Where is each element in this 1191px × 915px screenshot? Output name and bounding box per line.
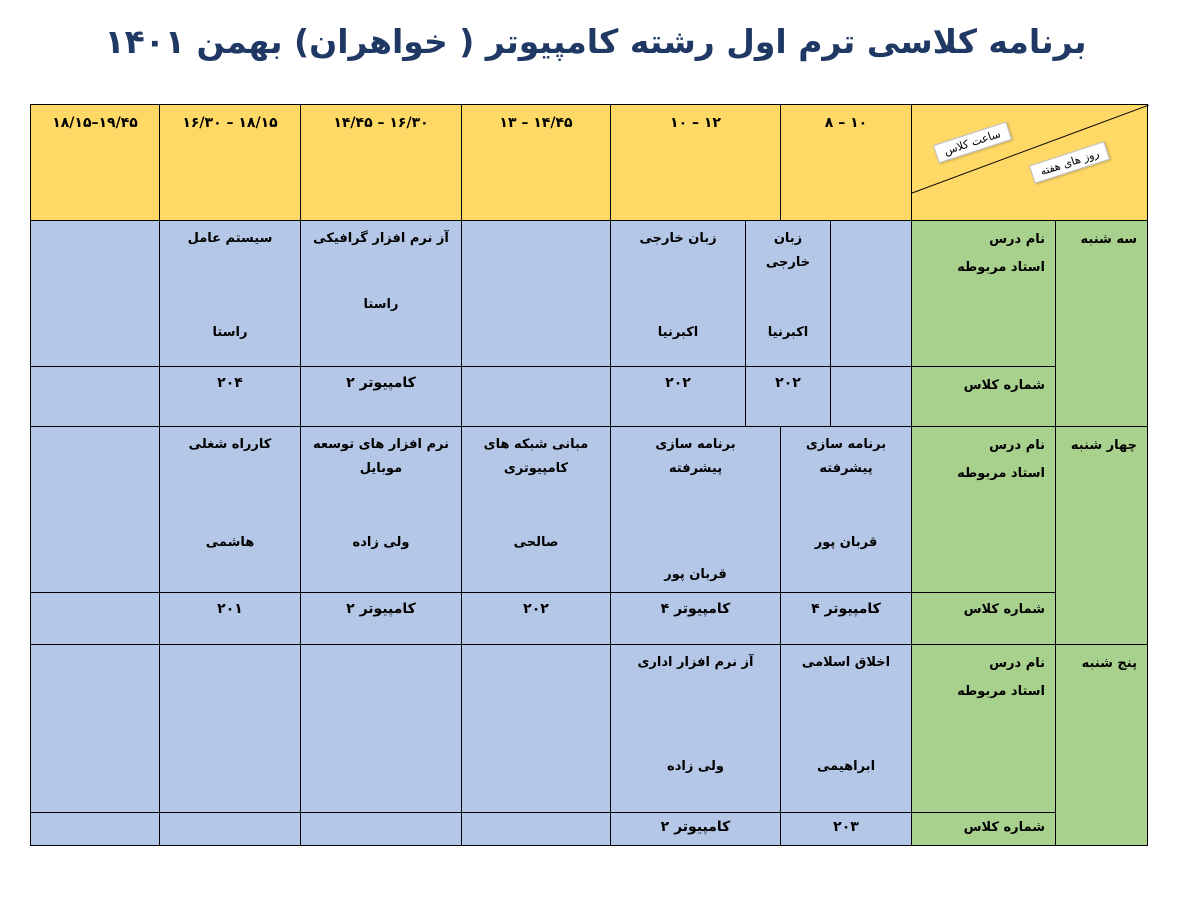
room-cell: ۲۰۲ [745, 366, 831, 427]
teacher-name: اکبرنیا [767, 325, 809, 340]
room-cell: کامپیوتر ۴ [780, 592, 912, 645]
course-name: برنامه سازی پیشرفته [655, 437, 736, 476]
label-room-3 [911, 812, 1056, 846]
teacher-name: ولی زاده [352, 535, 410, 550]
room-cell: ۲۰۳ [780, 812, 912, 846]
corner-diagonal [912, 105, 1149, 222]
teacher-name: قربان پور [814, 535, 878, 550]
label-course-teacher-2 [911, 426, 1056, 593]
course-cell [300, 426, 462, 593]
cell-empty-split [830, 220, 912, 367]
room-cell [461, 812, 611, 846]
room-cell: کامپیوتر ۴ [610, 592, 781, 645]
teacher-name: صالحی [513, 535, 559, 550]
teacher-label: استاد مربوطه [957, 684, 1045, 699]
course-label: نام درس [989, 656, 1045, 671]
day-cell-1 [1055, 220, 1148, 427]
course-cell [461, 644, 611, 813]
course-cell [780, 426, 912, 593]
header-slot-5: ۱۶/۳۰ – ۱۸/۱۵ [159, 104, 301, 221]
course-cell [610, 220, 746, 367]
label-room-1 [911, 366, 1056, 427]
room-cell [461, 366, 611, 427]
course-cell [780, 644, 912, 813]
page-title: برنامه کلاسی ترم اول رشته کامپیوتر ( خواهران) بهمن ۱۴۰۱ [104, 22, 1087, 61]
room-cell [300, 812, 462, 846]
course-cell [300, 220, 462, 367]
header-slot-6: ۱۸/۱۵–۱۹/۴۵ [30, 104, 160, 221]
course-cell [300, 644, 462, 813]
teacher-name: ابراهیمی [816, 759, 876, 774]
course-label: نام درس [989, 232, 1045, 247]
room-cell [30, 812, 160, 846]
course-name: زبان خارجی [639, 231, 717, 246]
room-cell: کامپیوتر ۲ [300, 592, 462, 645]
day-name: پنج شنبه [1081, 656, 1137, 671]
course-cell [745, 220, 831, 367]
course-name: برنامه سازی پیشرفته [805, 437, 887, 476]
course-cell [30, 220, 160, 367]
course-cell [461, 220, 611, 367]
day-name: چهار شنبه [1070, 438, 1137, 453]
header-slot-3: ۱۳ – ۱۴/۴۵ [461, 104, 611, 221]
corner-header [911, 104, 1148, 221]
course-cell [610, 426, 781, 593]
course-cell [159, 644, 301, 813]
label-course-teacher-1 [911, 220, 1056, 367]
room-label: شماره کلاس [963, 602, 1045, 617]
header-slot-4: ۱۴/۴۵ – ۱۶/۳۰ [300, 104, 462, 221]
course-cell [30, 426, 160, 593]
course-name: آز نرم افزار اداری [637, 655, 754, 670]
teacher-name: راستا [212, 325, 248, 340]
room-label: شماره کلاس [963, 820, 1045, 835]
teacher-label: استاد مربوطه [957, 466, 1045, 481]
header-slot-1: ۸ – ۱۰ [780, 104, 912, 221]
time-label-tag: ساعت کلاس [933, 122, 1012, 164]
teacher-name: راستا [363, 297, 399, 312]
schedule-table [30, 104, 1148, 846]
room-cell [159, 812, 301, 846]
course-name: کارراه شغلی [188, 437, 272, 452]
teacher-label: استاد مربوطه [957, 260, 1045, 275]
course-label: نام درس [989, 438, 1045, 453]
room-label: شماره کلاس [963, 378, 1045, 393]
header-slot-2: ۱۰ – ۱۲ [610, 104, 781, 221]
course-cell [30, 644, 160, 813]
course-name: سیستم عامل [187, 231, 273, 246]
room-cell: کامپیوتر ۲ [610, 812, 781, 846]
course-name: اخلاق اسلامی [801, 655, 891, 670]
course-name: نرم افزار های توسعه موبایل [313, 437, 449, 476]
course-name: مبانی شبکه های کامپیوتری [483, 437, 589, 476]
course-cell [610, 644, 781, 813]
room-cell [30, 592, 160, 645]
course-cell [461, 426, 611, 593]
label-course-teacher-3 [911, 644, 1056, 813]
days-label-tag: روز های هفته [1029, 141, 1110, 184]
label-room-2 [911, 592, 1056, 645]
course-cell [159, 220, 301, 367]
day-cell-2 [1055, 426, 1148, 645]
course-name: آز نرم افزار گرافیکی [313, 231, 449, 246]
cell-empty-split [830, 366, 912, 427]
room-cell: ۲۰۲ [610, 366, 746, 427]
room-cell: کامپیوتر ۲ [300, 366, 462, 427]
room-cell: ۲۰۴ [159, 366, 301, 427]
teacher-name: هاشمی [205, 535, 255, 550]
course-cell [159, 426, 301, 593]
day-name: سه شنبه [1080, 232, 1137, 247]
day-cell-3 [1055, 644, 1148, 846]
room-cell [30, 366, 160, 427]
teacher-name: ولی زاده [667, 759, 724, 774]
teacher-name: اکبرنیا [657, 325, 699, 340]
room-cell: ۲۰۲ [461, 592, 611, 645]
room-cell: ۲۰۱ [159, 592, 301, 645]
course-name: زبان خارجی [765, 231, 811, 270]
teacher-name: قربان پور [664, 567, 727, 582]
